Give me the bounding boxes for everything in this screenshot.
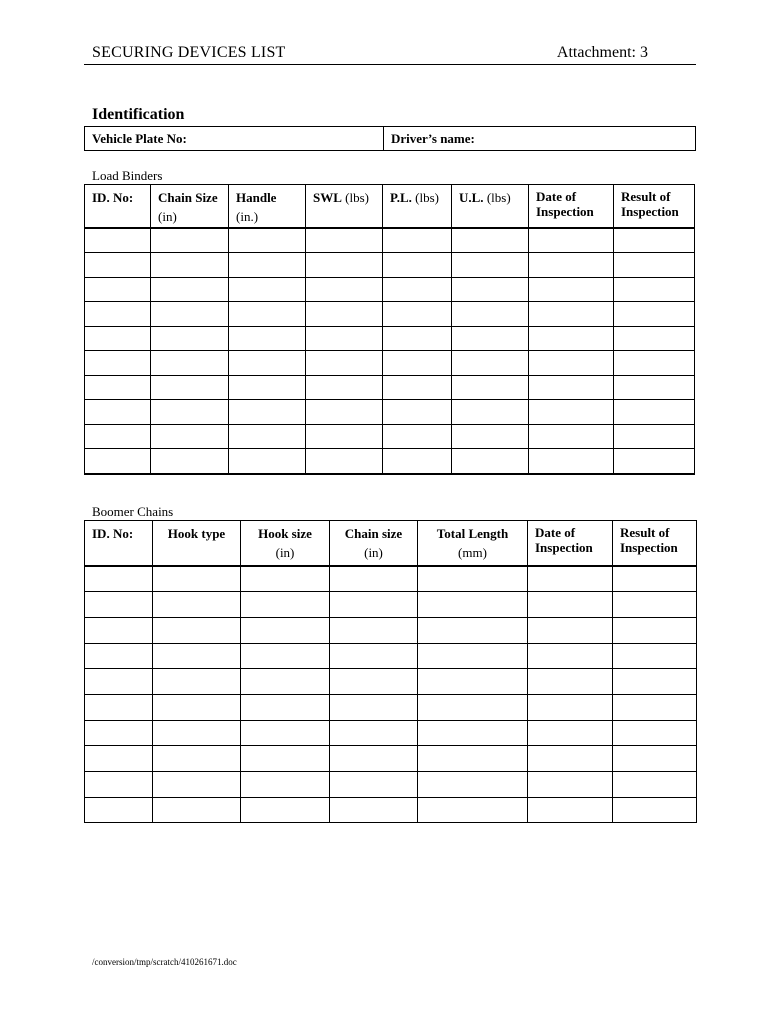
table-cell[interactable] [229, 351, 306, 376]
table-cell[interactable] [241, 746, 330, 772]
table-cell[interactable] [229, 277, 306, 302]
table-cell[interactable] [85, 617, 153, 643]
table-cell[interactable] [153, 669, 241, 695]
table-row [85, 400, 695, 425]
table-cell[interactable] [85, 277, 151, 302]
header-rule [84, 64, 696, 65]
load-binders-label: Load Binders [92, 168, 163, 183]
col-date-of-inspection: Date of Inspection [528, 521, 613, 566]
table-cell[interactable] [85, 326, 151, 351]
table-cell[interactable] [229, 302, 306, 327]
table-cell[interactable] [153, 566, 241, 592]
col-chain-size: Chain size (in) [330, 521, 418, 566]
table-cell[interactable] [614, 302, 695, 327]
table-cell[interactable] [229, 400, 306, 425]
vehicle-plate-label: Vehicle Plate No: [92, 131, 187, 146]
table-cell[interactable] [383, 253, 452, 278]
table-cell[interactable] [418, 643, 528, 669]
load-binders-table [84, 184, 695, 475]
table-cell[interactable] [452, 277, 529, 302]
table-cell[interactable] [241, 643, 330, 669]
table-cell[interactable] [241, 772, 330, 798]
table-cell[interactable] [330, 720, 418, 746]
table-cell[interactable] [529, 424, 614, 449]
table-cell[interactable] [614, 326, 695, 351]
table-cell[interactable] [528, 592, 613, 618]
table-cell[interactable] [452, 449, 529, 474]
table-cell[interactable] [151, 400, 229, 425]
col-date-of-inspection: Date of Inspection [529, 185, 614, 228]
table-cell[interactable] [151, 277, 229, 302]
table-cell[interactable] [528, 643, 613, 669]
table-cell[interactable] [85, 669, 153, 695]
table-cell[interactable] [529, 449, 614, 474]
table-cell[interactable] [528, 797, 613, 823]
table-cell[interactable] [306, 351, 383, 376]
table-row [85, 375, 695, 400]
table-cell[interactable] [614, 351, 695, 376]
table-cell[interactable] [528, 617, 613, 643]
table-cell[interactable] [613, 720, 697, 746]
table-cell[interactable] [151, 375, 229, 400]
table-row [85, 797, 697, 823]
table-cell[interactable] [85, 720, 153, 746]
table-cell[interactable] [85, 228, 151, 253]
table-cell[interactable] [241, 669, 330, 695]
table-cell[interactable] [529, 253, 614, 278]
table-cell[interactable] [613, 617, 697, 643]
table-cell[interactable] [330, 694, 418, 720]
table-cell[interactable] [330, 643, 418, 669]
table-cell[interactable] [153, 746, 241, 772]
table-cell[interactable] [306, 326, 383, 351]
col-total-length: Total Length (mm) [418, 521, 528, 566]
table-cell[interactable] [529, 302, 614, 327]
col-result-of-inspection: Result of Inspection [614, 185, 695, 228]
document-title: SECURING DEVICES LIST [92, 44, 286, 61]
table-cell[interactable] [330, 592, 418, 618]
table-cell[interactable] [452, 228, 529, 253]
table-cell[interactable] [418, 746, 528, 772]
table-cell[interactable] [330, 746, 418, 772]
table-cell[interactable] [229, 253, 306, 278]
table-cell[interactable] [229, 326, 306, 351]
table-cell[interactable] [85, 592, 153, 618]
table-cell[interactable] [153, 643, 241, 669]
table-cell[interactable] [306, 253, 383, 278]
col-id-no: ID. No: [85, 521, 153, 566]
col-id-no: ID. No: [85, 185, 151, 228]
table-cell[interactable] [418, 669, 528, 695]
table-cell[interactable] [528, 772, 613, 798]
col-result-of-inspection: Result of Inspection [613, 521, 697, 566]
col-hook-type: Hook type [153, 521, 241, 566]
table-row [85, 746, 697, 772]
table-row [85, 302, 695, 327]
load-binders-header-row [85, 185, 695, 228]
table-cell[interactable] [614, 424, 695, 449]
table-cell[interactable] [613, 694, 697, 720]
table-cell[interactable] [241, 592, 330, 618]
table-cell[interactable] [529, 277, 614, 302]
table-cell[interactable] [330, 617, 418, 643]
table-row [85, 228, 695, 253]
table-cell[interactable] [229, 228, 306, 253]
table-cell[interactable] [529, 326, 614, 351]
table-cell[interactable] [528, 566, 613, 592]
table-cell[interactable] [85, 253, 151, 278]
table-cell[interactable] [452, 375, 529, 400]
table-cell[interactable] [614, 277, 695, 302]
table-row [85, 643, 697, 669]
table-cell[interactable] [306, 277, 383, 302]
table-cell[interactable] [306, 449, 383, 474]
boomer-chains-table [84, 520, 697, 823]
file-path-footer: /conversion/tmp/scratch/410261671.doc [92, 957, 237, 967]
table-cell[interactable] [306, 424, 383, 449]
table-cell[interactable] [153, 797, 241, 823]
table-cell[interactable] [151, 424, 229, 449]
table-row [85, 566, 697, 592]
table-cell[interactable] [330, 797, 418, 823]
table-cell[interactable] [241, 720, 330, 746]
table-row [85, 694, 697, 720]
table-cell[interactable] [151, 253, 229, 278]
table-cell[interactable] [151, 302, 229, 327]
table-cell[interactable] [383, 277, 452, 302]
table-cell[interactable] [418, 566, 528, 592]
table-cell[interactable] [418, 592, 528, 618]
table-cell[interactable] [306, 302, 383, 327]
table-cell[interactable] [85, 694, 153, 720]
col-pl: P.L. (lbs) [383, 185, 452, 228]
driver-name-field[interactable] [384, 127, 696, 151]
table-cell[interactable] [85, 797, 153, 823]
table-cell[interactable] [151, 351, 229, 376]
table-row [85, 617, 697, 643]
table-row [85, 592, 697, 618]
table-cell[interactable] [383, 449, 452, 474]
table-cell[interactable] [529, 400, 614, 425]
table-cell[interactable] [229, 375, 306, 400]
table-cell[interactable] [306, 400, 383, 425]
table-cell[interactable] [241, 797, 330, 823]
table-row [85, 669, 697, 695]
table-cell[interactable] [452, 351, 529, 376]
table-cell[interactable] [452, 253, 529, 278]
identification-heading: Identification [92, 106, 185, 123]
table-cell[interactable] [241, 617, 330, 643]
table-cell[interactable] [418, 694, 528, 720]
table-cell[interactable] [383, 424, 452, 449]
table-cell[interactable] [452, 400, 529, 425]
table-cell[interactable] [85, 302, 151, 327]
table-cell[interactable] [85, 351, 151, 376]
table-cell[interactable] [528, 694, 613, 720]
table-cell[interactable] [418, 617, 528, 643]
table-cell[interactable] [614, 375, 695, 400]
table-cell[interactable] [614, 228, 695, 253]
table-cell[interactable] [613, 592, 697, 618]
table-cell[interactable] [613, 797, 697, 823]
vehicle-plate-field[interactable] [85, 127, 384, 151]
col-handle: Handle (in.) [229, 185, 306, 228]
col-ul: U.L. (lbs) [452, 185, 529, 228]
table-cell[interactable] [151, 228, 229, 253]
table-cell[interactable] [529, 351, 614, 376]
table-cell[interactable] [528, 746, 613, 772]
table-cell[interactable] [153, 772, 241, 798]
table-row [85, 449, 695, 474]
table-cell[interactable] [153, 720, 241, 746]
table-cell[interactable] [614, 449, 695, 474]
table-cell[interactable] [614, 253, 695, 278]
table-row [85, 424, 695, 449]
table-cell[interactable] [241, 566, 330, 592]
table-cell[interactable] [330, 566, 418, 592]
attachment-number: Attachment: 3 [556, 44, 648, 61]
table-cell[interactable] [383, 400, 452, 425]
table-cell[interactable] [151, 326, 229, 351]
table-cell[interactable] [383, 302, 452, 327]
table-cell[interactable] [241, 694, 330, 720]
table-cell[interactable] [229, 449, 306, 474]
table-cell[interactable] [614, 400, 695, 425]
table-cell[interactable] [418, 772, 528, 798]
table-cell[interactable] [153, 592, 241, 618]
table-cell[interactable] [452, 326, 529, 351]
col-swl: SWL (lbs) [306, 185, 383, 228]
table-row [85, 277, 695, 302]
table-cell[interactable] [529, 228, 614, 253]
table-cell[interactable] [613, 669, 697, 695]
table-cell[interactable] [85, 643, 153, 669]
table-cell[interactable] [306, 228, 383, 253]
boomer-chains-label: Boomer Chains [92, 504, 174, 519]
table-cell[interactable] [613, 566, 697, 592]
table-cell[interactable] [452, 424, 529, 449]
table-cell[interactable] [529, 375, 614, 400]
table-cell[interactable] [153, 694, 241, 720]
table-cell[interactable] [452, 302, 529, 327]
table-cell[interactable] [85, 424, 151, 449]
table-cell[interactable] [85, 772, 153, 798]
col-chain-size: Chain Size (in) [151, 185, 229, 228]
table-cell[interactable] [383, 228, 452, 253]
table-cell[interactable] [229, 424, 306, 449]
table-cell[interactable] [613, 643, 697, 669]
table-cell[interactable] [85, 400, 151, 425]
table-cell[interactable] [85, 449, 151, 474]
table-cell[interactable] [85, 375, 151, 400]
table-cell[interactable] [153, 617, 241, 643]
table-cell[interactable] [85, 746, 153, 772]
boomer-chains-header-row [85, 521, 697, 566]
table-row [85, 772, 697, 798]
table-cell[interactable] [85, 566, 153, 592]
table-cell[interactable] [528, 720, 613, 746]
table-cell[interactable] [383, 326, 452, 351]
table-cell[interactable] [613, 772, 697, 798]
identification-table [84, 126, 696, 151]
table-cell[interactable] [418, 720, 528, 746]
table-cell[interactable] [528, 669, 613, 695]
table-row [85, 351, 695, 376]
table-cell[interactable] [418, 797, 528, 823]
table-cell[interactable] [151, 449, 229, 474]
table-cell[interactable] [383, 351, 452, 376]
table-cell[interactable] [306, 375, 383, 400]
col-hook-size: Hook size (in) [241, 521, 330, 566]
table-cell[interactable] [330, 669, 418, 695]
table-cell[interactable] [613, 746, 697, 772]
table-cell[interactable] [383, 375, 452, 400]
table-cell[interactable] [330, 772, 418, 798]
table-row [85, 253, 695, 278]
table-row [85, 720, 697, 746]
table-row [85, 326, 695, 351]
driver-name-label: Driver’s name: [391, 131, 475, 146]
